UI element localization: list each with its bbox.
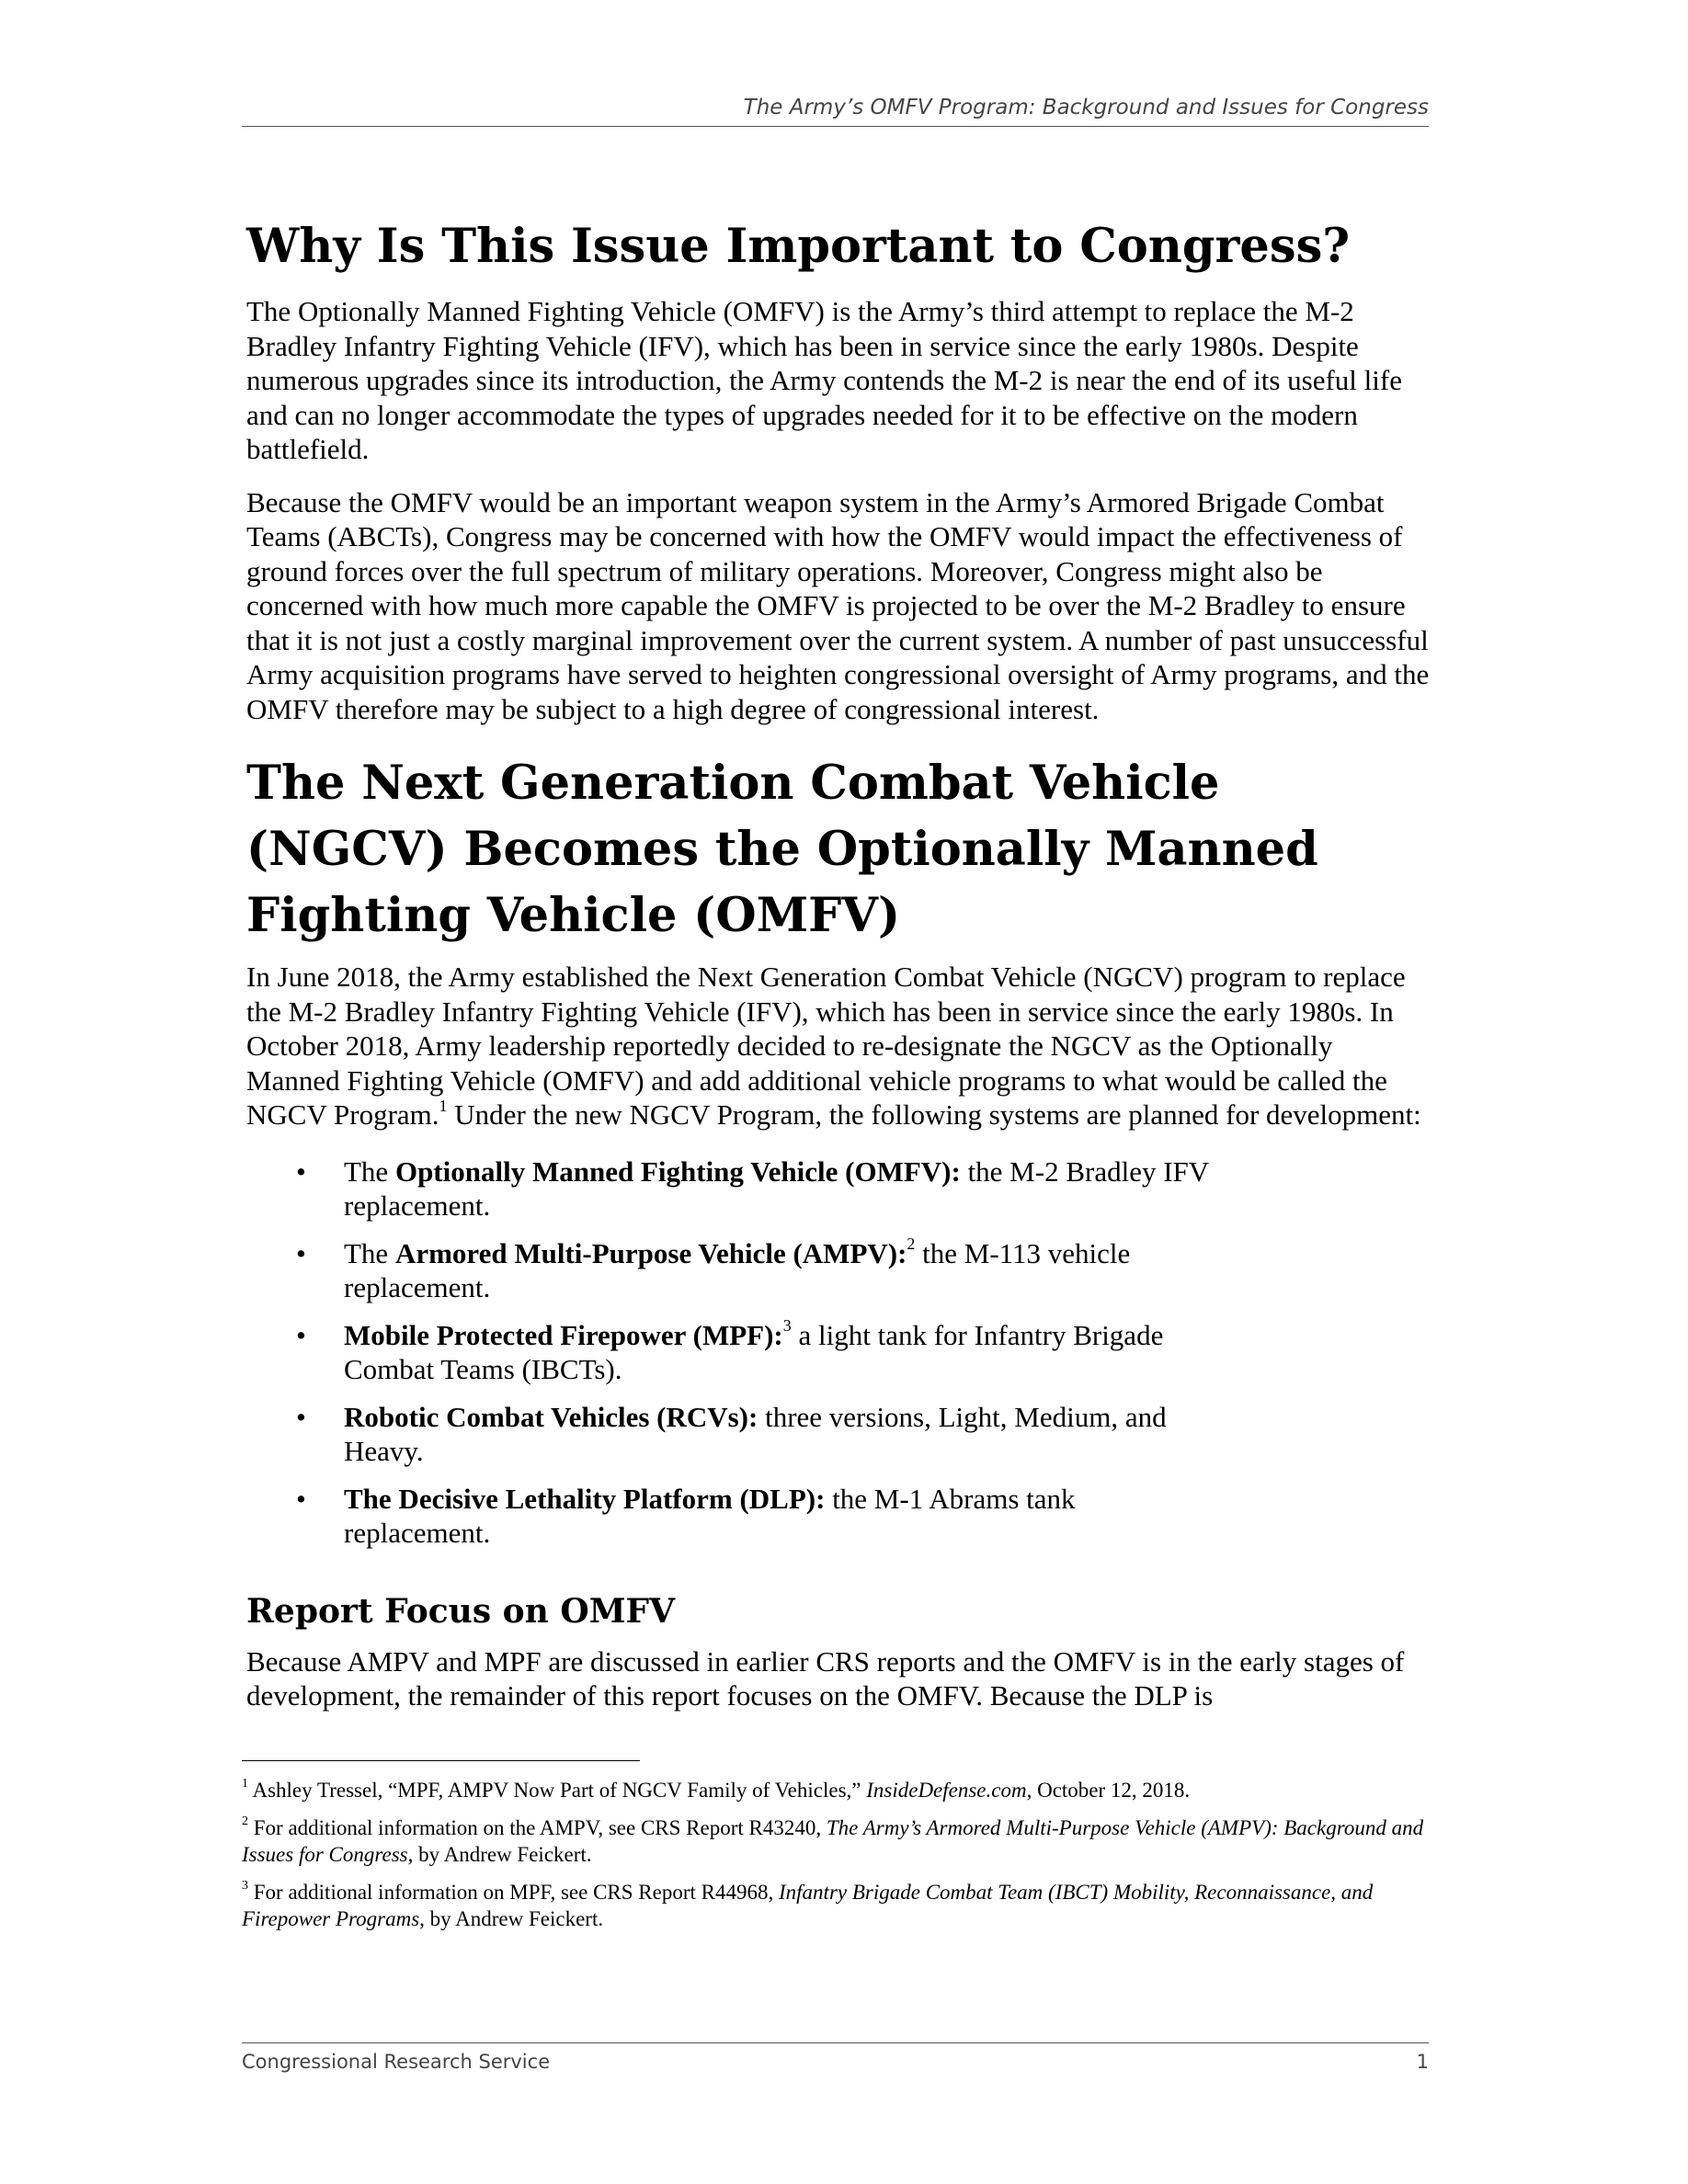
list-item-prefix: The: [344, 1236, 395, 1269]
list-item-term: Robotic Combat Vehicles (RCVs):: [344, 1400, 758, 1433]
footnote-source-title: InsideDefense.com,: [866, 1779, 1032, 1802]
running-title: The Army’s OMFV Program: Background and Issues for Congress: [743, 96, 1429, 119]
footnote-ref-1: 1: [439, 1096, 448, 1115]
footnote-2: [242, 1814, 1437, 1868]
list-item-rcv: [246, 1400, 1226, 1469]
bullet-icon: •: [296, 1400, 306, 1433]
paragraph-congress-concern: Because the OMFV would be an important weapon system in the Army’s Armored Brigade Combat Teams (ABCTs), Congress may be concerned with how the OMFV would impact the effectiveness of ground forces over the full spectrum of military operations. Moreover, Congress might also be concerned with how much more capable the OMFV is projected to be over the M-2 Bradley to ensure that it is not just a costly marginal improvement over the current system. A number of past unsuccessful Army acquisition programs have served to heighten congressional oversight of Army programs, and the OMFV therefore may be subject to a high degree of congressional interest.: [246, 485, 1430, 725]
bullet-icon: •: [296, 1318, 306, 1351]
paragraph-omfv-intro: The Optionally Manned Fighting Vehicle (OMFV) is the Army’s third attempt to replace the M-2 Bradley Infantry Fighting Vehicle (IFV), which has been in service since the early 1980s. Despite numerous upgrades since its introduction, the Army contends the M-2 is near the end of its useful life and can no longer accommodate the types of upgrades needed for it to be effective on the modern battlefield.: [246, 295, 1402, 465]
footnote-text: For additional information on the AMPV, see CRS Report R43240,: [248, 1816, 827, 1839]
page-body: [246, 213, 1432, 1732]
list-item-term: Optionally Manned Fighting Vehicle (OMFV):: [394, 1155, 961, 1188]
footnote-ref-3: 3: [782, 1316, 792, 1336]
running-header: [242, 95, 1429, 127]
footnote-text-end: October 12, 2018.: [1032, 1779, 1191, 1802]
page-footer: [242, 2042, 1429, 2073]
paragraph-ngcv-text-b: Under the new NGCV Program, the following systems are planned for development:: [447, 1098, 1421, 1131]
footnote-text-end: , by Andrew Feickert.: [407, 1843, 592, 1866]
list-item-description: the M-113 vehicle replacement.: [344, 1236, 1131, 1303]
paragraph-ngcv-history: [246, 960, 1432, 1132]
footnote-3: [242, 1879, 1437, 1932]
list-item-description: the M-2 Bradley IFV replacement.: [344, 1155, 1209, 1222]
list-item-term: Mobile Protected Firepower (MPF):: [344, 1318, 783, 1351]
list-item-term: Armored Multi-Purpose Vehicle (AMPV):: [394, 1236, 907, 1269]
footer-source: Congressional Research Service: [242, 2051, 551, 2073]
footnote-number: 1: [242, 1777, 248, 1792]
footnote-text: For additional information on MPF, see CRS Report R44968,: [248, 1881, 779, 1904]
list-item-omfv: [246, 1155, 1226, 1223]
footnote-source-title: Infantry Brigade Combat Team (IBCT) Mobility, Reconnaissance, and Firepower Programs: [242, 1881, 1374, 1930]
ngcv-systems-list: [246, 1155, 1432, 1551]
list-item-dlp: [246, 1482, 1226, 1551]
bullet-icon: •: [296, 1155, 306, 1188]
bullet-icon: •: [296, 1482, 306, 1515]
list-item-ampv: [246, 1236, 1226, 1305]
list-item-description: three versions, Light, Medium, and Heavy.: [344, 1400, 1167, 1467]
list-item-description: the M-1 Abrams tank replacement.: [344, 1482, 1076, 1549]
footnote-ref-2: 2: [907, 1234, 916, 1254]
footnote-text-end: , by Andrew Feickert.: [419, 1907, 604, 1930]
footnote-divider: [242, 1760, 640, 1761]
list-item-term: The Decisive Lethality Platform (DLP):: [344, 1482, 826, 1515]
section-heading-ngcv: The Next Generation Combat Vehicle (NGCV) Becomes the Optionally Manned Fighting Vehicle (OMFV): [246, 756, 1318, 943]
footnote-number: 3: [242, 1879, 248, 1894]
footnote-text: Ashley Tressel, “MPF, AMPV Now Part of NGCV Family of Vehicles,”: [248, 1779, 867, 1802]
section-heading-importance: Why Is This Issue Important to Congress?: [246, 219, 1351, 274]
list-item-description: a light tank for Infantry Brigade Combat Teams (IBCTs).: [344, 1318, 1164, 1385]
paragraph-ngcv-text-a: In June 2018, the Army established the Next Generation Combat Vehicle (NGCV) program to replace the M-2 Bradley Infantry Fighting Vehicle (IFV), which has been in service since the early 1980s. In October 2018, Army leadership reportedly decided to re-designate the NGCV as the Optionally Manned Fighting Vehicle (OMFV) and add additional vehicle programs to what would be called the NGCV Program.: [246, 961, 1406, 1131]
list-item-mpf: [246, 1318, 1226, 1387]
footnote-1: [242, 1777, 1437, 1803]
footnote-number: 2: [242, 1814, 248, 1829]
page-number: 1: [1416, 2051, 1429, 2073]
bullet-icon: •: [296, 1236, 306, 1269]
list-item-prefix: The: [344, 1155, 395, 1188]
section-heading-report-focus: Report Focus on OMFV: [246, 1591, 676, 1631]
footnotes: [242, 1777, 1437, 1943]
footnote-source-title: The Army’s Armored Multi-Purpose Vehicle (AMPV): Background and Issues for Congress: [242, 1816, 1424, 1866]
paragraph-report-focus: Because AMPV and MPF are discussed in earlier CRS reports and the OMFV is in the early stages of development, the remainder of this report focuses on the OMFV. Because the DLP is: [246, 1644, 1405, 1712]
